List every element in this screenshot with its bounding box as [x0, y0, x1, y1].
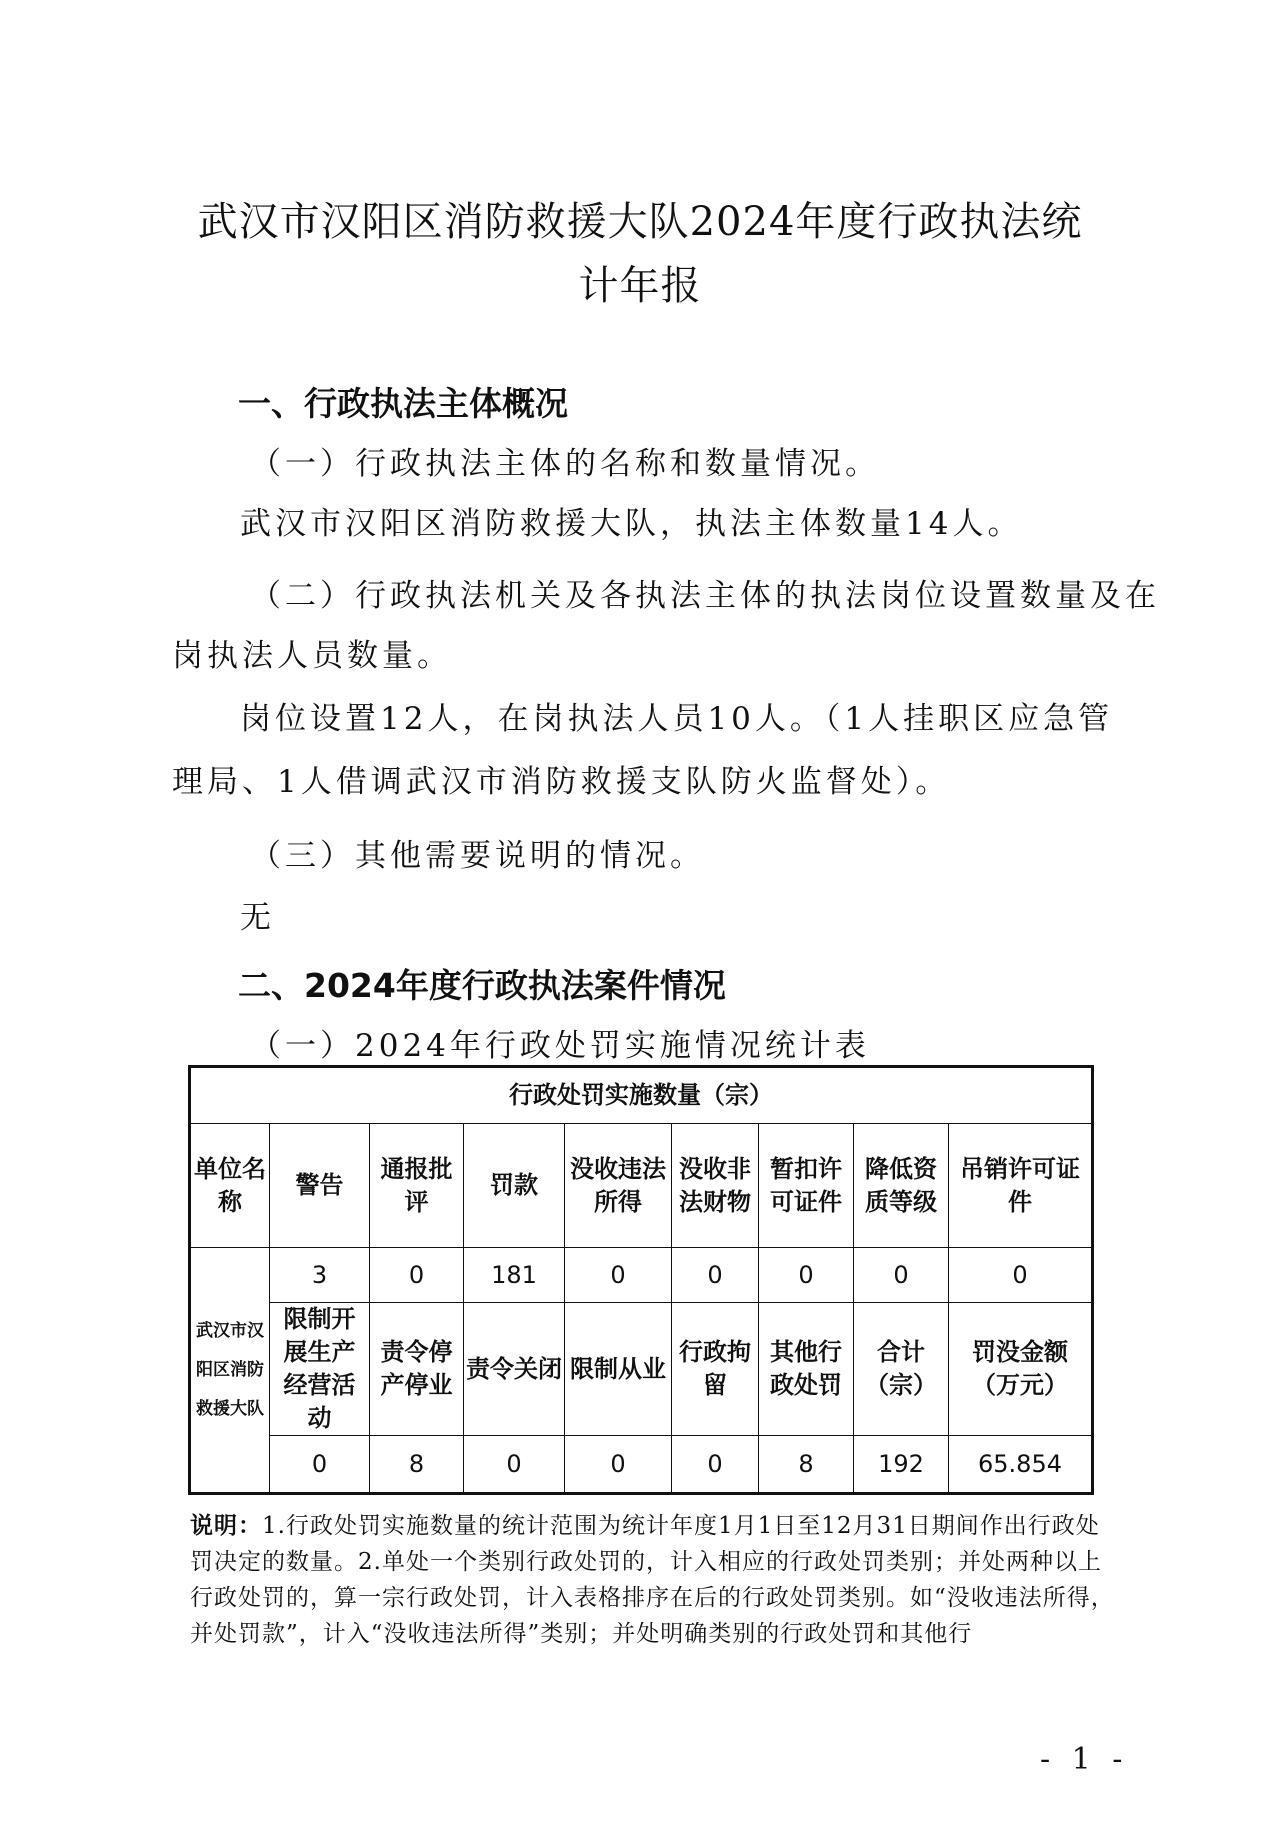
- sub-3-text: 无: [240, 900, 275, 936]
- value-cell: 0: [672, 1248, 759, 1303]
- header-cell: 责令关闭: [464, 1303, 565, 1436]
- table-caption: （一）2024年行政处罚实施情况统计表: [250, 1028, 870, 1064]
- header-cell: 行政拘留: [672, 1303, 759, 1436]
- value-cell: 0: [565, 1436, 672, 1494]
- sub-2-heading-line-1: （二）行政执法机关及各执法主体的执法岗位设置数量及在: [250, 578, 1160, 614]
- value-cell: 0: [370, 1248, 464, 1303]
- value-cell: 0: [565, 1248, 672, 1303]
- note-label: 说明：: [190, 1513, 262, 1539]
- unit-name: 武汉市汉阳区消防救援大队: [190, 1248, 270, 1494]
- header-cell: 没收违法所得: [565, 1124, 672, 1248]
- penalty-stats-table: [188, 1065, 1094, 1495]
- value-cell: 0: [464, 1436, 565, 1494]
- header-cell: 没收非法财物: [672, 1124, 759, 1248]
- sub-3-heading: （三）其他需要说明的情况。: [250, 838, 705, 874]
- sub-1-text: 武汉市汉阳区消防救援大队，执法主体数量14人。: [240, 506, 1023, 542]
- title-line-1: 武汉市汉阳区消防救援大队2024年度行政执法统: [197, 199, 1083, 245]
- title-line-2: 计年报: [578, 263, 702, 309]
- value-cell: 8: [759, 1436, 854, 1494]
- value-cell: 0: [759, 1248, 854, 1303]
- header-cell: 限制从业: [565, 1303, 672, 1436]
- header-cell: 罚没金额（万元）: [949, 1303, 1093, 1436]
- header-cell: 暂扣许可证件: [759, 1124, 854, 1248]
- header-cell: 通报批评: [370, 1124, 464, 1248]
- table-title: 行政处罚实施数量（宗）: [190, 1067, 1093, 1124]
- value-cell: 65.854: [949, 1436, 1093, 1494]
- value-cell: 192: [854, 1436, 949, 1494]
- header-cell: 其他行政处罚: [759, 1303, 854, 1436]
- header-cell: 限制开展生产经营活动: [270, 1303, 370, 1436]
- unit-header: 单位名称: [190, 1124, 270, 1248]
- page-number: - 1 -: [1040, 1742, 1129, 1777]
- document-title: [140, 190, 1140, 318]
- value-cell: 0: [854, 1248, 949, 1303]
- value-cell: 0: [949, 1248, 1093, 1303]
- section-1-heading: 一、行政执法主体概况: [238, 384, 568, 423]
- note-text: 1.行政处罚实施数量的统计范围为统计年度1月1日至12月31日期间作出行政处罚决定的数量。2.单处一个类别行政处罚的，计入相应的行政处罚类别；并处两种以上行政处罚的，算一宗行政处罚，计入表格排序在后的行政处罚类别。如“没收违法所得，并处罚款”，计入“没收违法所得”类别；并处明确类别的行政处罚和其他行: [190, 1513, 1115, 1647]
- value-cell: 8: [370, 1436, 464, 1494]
- sub-2-heading-line-2: 岗执法人员数量。: [172, 638, 452, 674]
- header-cell: 降低资质等级: [854, 1124, 949, 1248]
- header-cell: 责令停产停业: [370, 1303, 464, 1436]
- sub-1-heading: （一）行政执法主体的名称和数量情况。: [250, 446, 880, 482]
- header-cell: 罚款: [464, 1124, 565, 1248]
- value-cell: 181: [464, 1248, 565, 1303]
- value-cell: 3: [270, 1248, 370, 1303]
- section-2-heading: 二、2024年度行政执法案件情况: [238, 966, 726, 1005]
- sub-2-text-line-2: 理局、1人借调武汉市消防救援支队防火监督处）。: [172, 764, 951, 800]
- sub-2-text-line-1: 岗位设置12人，在岗执法人员10人。（1人挂职区应急管: [240, 701, 1114, 737]
- header-cell: 警告: [270, 1124, 370, 1248]
- header-cell: 合计（宗）: [854, 1303, 949, 1436]
- value-cell: 0: [672, 1436, 759, 1494]
- header-cell: 吊销许可证件: [949, 1124, 1093, 1248]
- value-cell: 0: [270, 1436, 370, 1494]
- table-note: [190, 1508, 1120, 1652]
